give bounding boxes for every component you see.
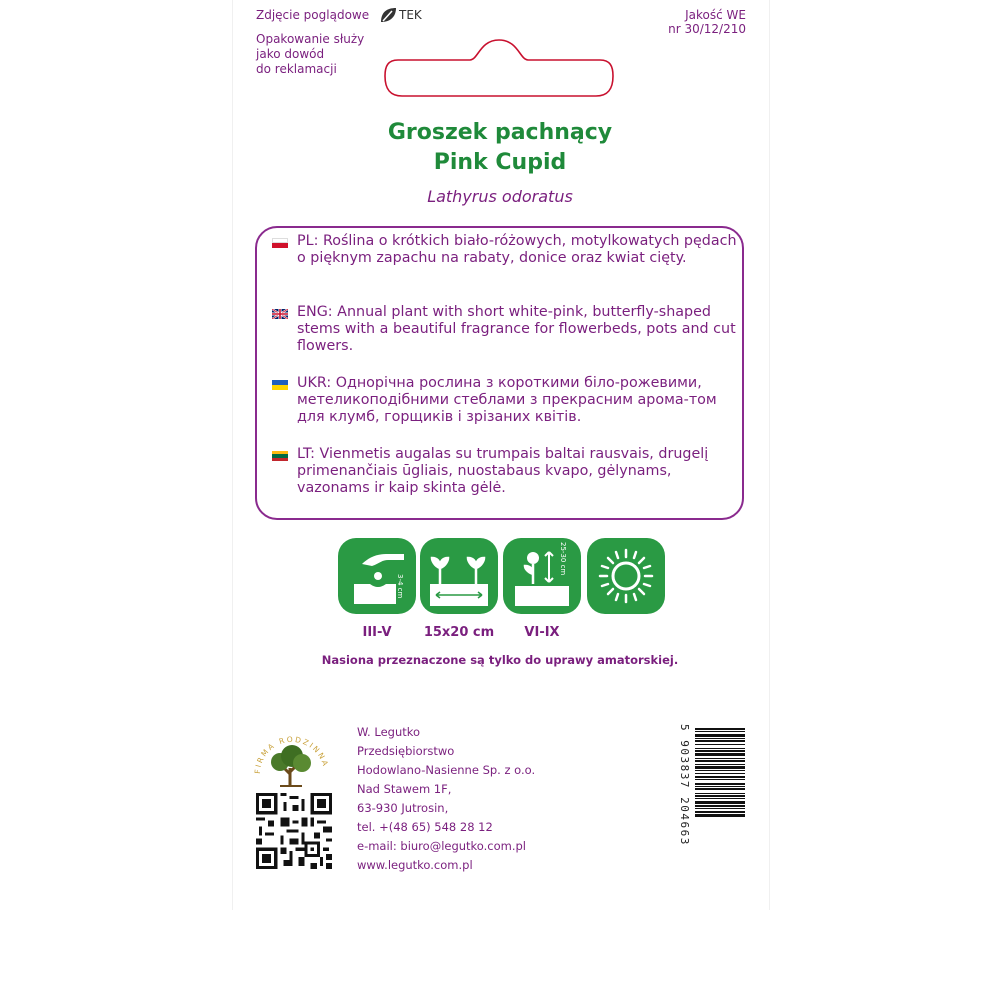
lt-flag-icon — [272, 451, 288, 461]
barcode-icon — [673, 726, 745, 864]
amateur-use-note: Nasiona przeznaczone są tylko do uprawy amatorskiej. — [321, 653, 679, 667]
family-company-logo-icon — [250, 722, 334, 790]
quality-number: nr 30/12/210 — [668, 22, 746, 36]
contact-company-name: Hodowlano-Nasienne Sp. z o.o. — [357, 763, 536, 777]
plant-height-value: 25-30 cm — [559, 542, 567, 576]
spacing-icon — [420, 538, 498, 614]
product-name-line1: Groszek pachnący — [387, 120, 613, 145]
latin-name: Lathyrus odoratus — [427, 187, 573, 206]
ua-flag-icon — [272, 380, 288, 390]
description-pl: PL: Roślina o krótkich biało-różowych, motylkowatych pędach o pięknym zapachu na rabaty, donice oraz kwiat cięty. — [297, 233, 737, 266]
qr-code-icon[interactable] — [256, 793, 332, 869]
packaging-note-2: jako dowód — [256, 47, 325, 61]
contact-company-type: Przedsiębiorstwo — [357, 744, 455, 758]
quality-label: Jakość WE — [685, 8, 746, 22]
sowing-depth-value: 3-4 cm — [396, 574, 404, 599]
sowing-period-label: III-V — [362, 625, 392, 640]
barcode-number: 5 903837 204663 — [678, 724, 691, 846]
description-eng: ENG: Annual plant with short white-pink, butterfly-shaped stems with a beautiful fragrance for flowerbeds, pots and cut flowers. — [297, 304, 736, 354]
contact-city: 63-930 Jutrosin, — [357, 801, 449, 815]
packaging-note-3: do reklamacji — [256, 62, 337, 76]
description-lt: LT: Vienmetis augalas su trumpais baltai rausvais, drugelį primenančiais ūgliais, nuostabaus kvapo, gėlynams, vazonams ir kaip skinta gėlė. — [297, 446, 709, 496]
description-ukr: UKR: Однорічна рослина з короткими біло-рожевими, метеликоподібними стеблами з прекрасним арома-том для клумб, горщиків і зрізаних квітів. — [297, 375, 717, 425]
contact-phone: tel. +(48 65) 548 28 12 — [357, 820, 493, 834]
spacing-label: 15x20 cm — [423, 625, 495, 640]
svg-text:FIRMA RODZINNA: FIRMA RODZINNA — [252, 734, 331, 775]
uk-flag-icon — [272, 309, 288, 319]
hang-hole — [382, 36, 616, 100]
contact-company: W. Legutko — [357, 725, 421, 739]
packaging-note-1: Opakowanie służy — [256, 32, 365, 46]
pl-flag-icon — [272, 238, 288, 248]
tek-label: TEK — [399, 8, 422, 22]
contact-website[interactable]: www.legutko.com.pl — [357, 858, 473, 872]
contact-street: Nad Stawem 1F, — [357, 782, 452, 796]
sowing-depth-icon — [338, 538, 416, 614]
photo-note: Zdjęcie poglądowe — [256, 8, 370, 22]
plant-height-icon — [503, 538, 581, 614]
contact-email[interactable]: e-mail: biuro@legutko.com.pl — [357, 839, 527, 853]
flowering-period-label: VI-IX — [524, 625, 560, 640]
full-sun-icon — [587, 538, 665, 614]
leaf-logo-icon — [378, 6, 398, 24]
product-name-line2: Pink Cupid — [433, 150, 567, 175]
